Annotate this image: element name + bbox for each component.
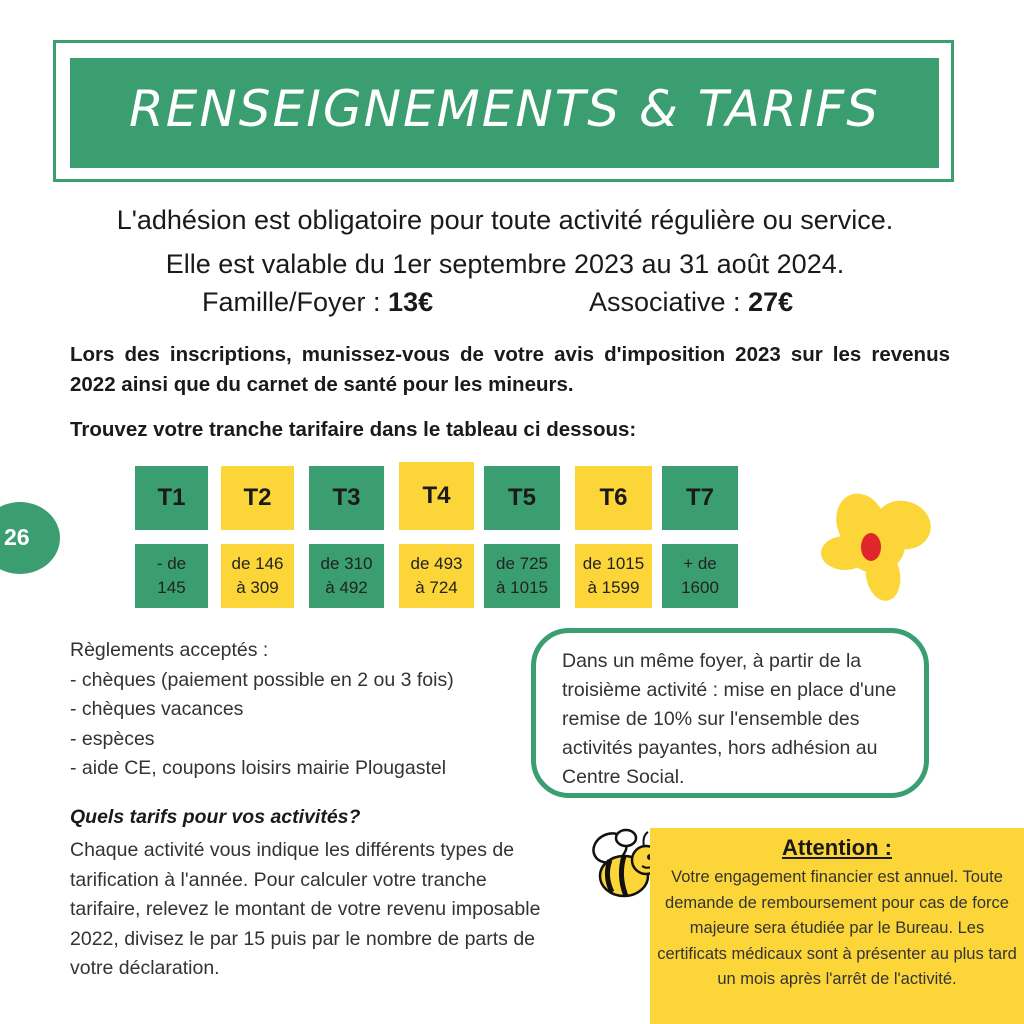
tranche-range-line: à 1599: [587, 578, 640, 597]
tranche-range-t6: [575, 544, 652, 608]
tranche-range-line: 145: [157, 578, 186, 597]
famille-price: 13€: [388, 287, 434, 317]
attention-box: [650, 828, 1024, 1024]
tranche-range-t7: [662, 544, 738, 608]
tranche-range-t4: [399, 544, 474, 608]
associative-price-line: [589, 287, 793, 318]
tranche-range-t3: [309, 544, 384, 608]
remise-text: Dans un même foyer, à partir de la troisième activité : mise en place d'une remise de 10% sur l'ensemble des activités payantes, hors adhésion au Centre Social.: [562, 650, 897, 788]
payments-list: [70, 636, 454, 784]
documents-note: Lors des inscriptions, munissez-vous de votre avis d'imposition 2023 sur les revenus 2022 ainsi que du carnet de santé pour les mineurs.: [70, 343, 950, 396]
header-banner: [70, 58, 939, 168]
tarifs-explanation: Chaque activité vous indique les différents types de tarification à l'année. Pour calculer votre tranche tarifaire, relevez le montant de votre revenu imposable 2022, divisez le par 15 puis par le nombre de parts de votre déclaration.: [70, 839, 541, 979]
tranche-range-line: à 724: [415, 578, 458, 597]
famille-price-line: [202, 287, 433, 318]
famille-label: Famille/Foyer :: [202, 287, 389, 317]
tranche-label-t1: T1: [135, 466, 208, 530]
tranche-label-t7: T7: [662, 466, 738, 530]
payment-item: - aide CE, coupons loisirs mairie Plougastel: [70, 757, 447, 779]
tranche-range-t2: [221, 544, 294, 608]
associative-label: Associative :: [589, 287, 749, 317]
tranche-range-t5: [484, 544, 560, 608]
attention-title: Attention :: [782, 835, 892, 860]
tranche-range-line: à 309: [236, 578, 279, 597]
tranche-range-line: de 146: [231, 554, 284, 573]
tranche-range-line: de 493: [410, 554, 463, 573]
page-number: 26: [4, 524, 30, 550]
payments-title: Règlements acceptés :: [70, 639, 269, 661]
tranche-prompt: Trouvez votre tranche tarifaire dans le tableau ci dessous:: [70, 418, 637, 441]
attention-text: Votre engagement financier est annuel. Toute demande de remboursement pour cas de force majeure sera étudiée par le Bureau. Les certificats médicaux sont à présenter au plus tard un mois après l'arrêt de l'activité.: [657, 868, 1017, 988]
payment-item: - espèces: [70, 727, 155, 750]
tranche-range-line: - de: [156, 554, 187, 573]
flower-icon: [815, 485, 940, 610]
intro-line-1: L'adhésion est obligatoire pour toute activité régulière ou service.: [116, 205, 894, 235]
remise-box: [531, 628, 929, 798]
associative-price: 27€: [748, 287, 794, 317]
page-title: RENSEIGNEMENTS & TARIFS: [129, 80, 880, 138]
tranche-range-line: de 1015: [582, 554, 645, 573]
tranche-label-t4: T4: [399, 462, 474, 530]
tranche-range-t1: [135, 544, 208, 608]
tranche-range-line: de 310: [320, 554, 373, 573]
tranche-label-t5: T5: [484, 466, 560, 530]
tranche-range-line: à 492: [325, 578, 368, 597]
tranche-range-line: + de: [683, 554, 717, 573]
tarifs-question-title: Quels tarifs pour vos activités?: [70, 806, 361, 828]
tranche-label-t2: T2: [221, 466, 294, 530]
payment-item: - chèques (paiement possible en 2 ou 3 fois): [70, 668, 454, 691]
intro-line-2: Elle est valable du 1er septembre 2023 au 31 août 2024.: [165, 249, 845, 279]
tranche-label-t6: T6: [575, 466, 652, 530]
tranche-range-line: 1600: [681, 578, 719, 597]
tranche-range-line: à 1015: [496, 578, 548, 597]
tranche-label-t3: T3: [309, 466, 384, 530]
tranche-range-line: de 725: [496, 554, 548, 573]
payment-item: - chèques vacances: [70, 698, 244, 720]
